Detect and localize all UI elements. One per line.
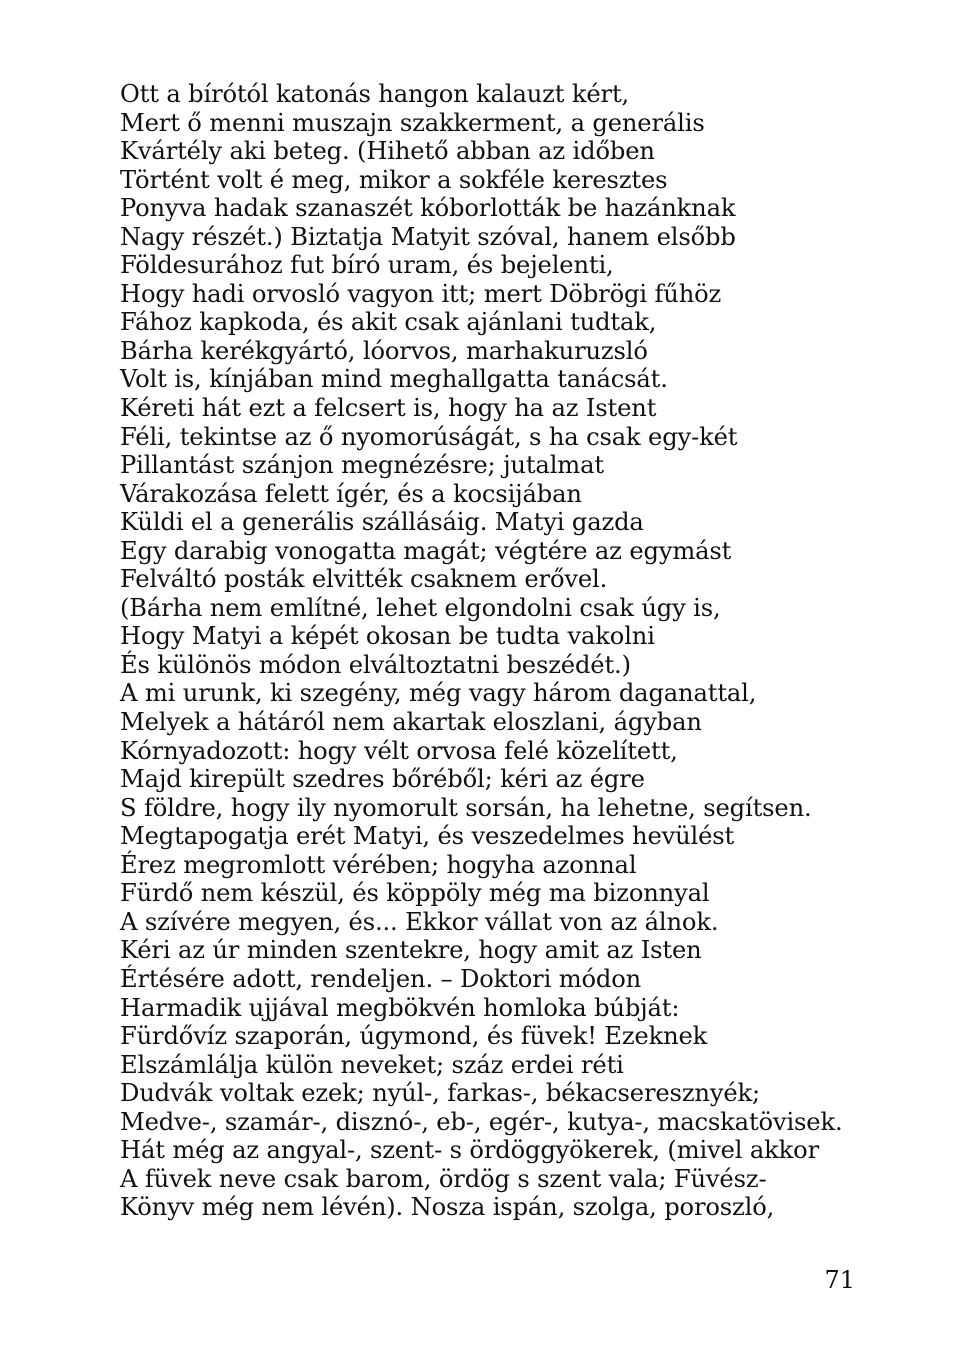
poem-line: S földre, hogy ily nyomorult sorsán, ha lehetne, segítsen. [120,793,812,822]
poem-line: Harmadik ujjával megbökvén homloka búbját: [120,993,680,1022]
poem-line: A mi urunk, ki szegény, még vagy három daganattal, [120,679,757,708]
poem-line: Küldi el a generális szállásáig. Matyi gazda [120,508,644,537]
poem-line: Hát még az angyal-, szent- s ördöggyökerek, (mivel akkor [120,1136,819,1165]
poem-line: Dudvák voltak ezek; nyúl-, farkas-, békacseresznyék; [120,1079,761,1108]
poem-line: (Bárha nem említné, lehet elgondolni csak úgy is, [120,593,721,622]
poem-line: Volt is, kínjában mind meghallgatta tanácsát. [120,365,668,394]
poem-line: Fához kapkoda, és akit csak ajánlani tudtak, [120,308,657,337]
poem-line: A füvek neve csak barom, ördög s szent vala; Füvész- [120,1164,767,1193]
poem-line: Könyv még nem lévén). Nosza ispán, szolga, poroszló, [120,1193,775,1222]
poem-text-block [120,80,843,1222]
poem-line: Földesurához fut bíró uram, és bejelenti, [120,251,614,280]
poem-line: Majd kirepült szedres bőréből; kéri az égre [120,765,645,794]
poem-line: Ott a bírótól katonás hangon kalauzt kért, [120,80,630,108]
poem-line: Várakozása felett ígér, és a kocsijában [120,479,582,508]
poem-line: Kéri az úr minden szentekre, hogy amit az Isten [120,936,702,965]
poem-line: Érez megromlott vérében; hogyha azonnal [120,850,637,879]
poem-line: Megtapogatja erét Matyi, és veszedelmes hevülést [120,822,735,851]
poem-line: Kéreti hát ezt a felcsert is, hogy ha az Istent [120,394,657,423]
poem-line: Pillantást szánjon megnézésre; jutalmat [120,451,604,480]
poem-line: A szívére megyen, és... Ekkor vállat von az álnok. [120,907,719,936]
poem-line: Féli, tekintse az ő nyomorúságát, s ha csak egy-két [120,422,738,451]
poem-line: Elszámlálja külön neveket; száz erdei réti [120,1050,624,1079]
page-number: 71 [824,1266,855,1294]
poem-line: Bárha kerékgyártó, lóorvos, marhakuruzsló [120,336,648,365]
poem-line: Fürdővíz szaporán, úgymond, és füvek! Ezeknek [120,1022,708,1051]
poem-line: Egy darabig vonogatta magát; végtére az egymást [120,536,732,565]
poem-line: Ponyva hadak szanaszét kóborlották be hazánknak [120,194,736,223]
poem-line: Medve-, szamár-, disznó-, eb-, egér-, kutya-, macskatövisek. [120,1107,843,1136]
poem-line: Kórnyadozott: hogy vélt orvosa felé közelített, [120,736,678,765]
poem-line: Kvártély aki beteg. (Hihető abban az időben [120,137,655,166]
poem-line: Történt volt é meg, mikor a sokféle keresztes [120,165,668,194]
poem-line: Nagy részét.) Biztatja Matyit szóval, hanem elsőbb [120,222,736,251]
poem-line: Felváltó posták elvitték csaknem erővel. [120,565,608,594]
poem-line: Hogy Matyi a képét okosan be tudta vakolni [120,622,655,651]
poem-line: És különös módon elváltoztatni beszédét.) [120,650,631,679]
poem-line: Fürdő nem készül, és köppöly még ma bizonnyal [120,879,710,908]
poem-line: Hogy hadi orvosló vagyon itt; mert Döbrögi fűhöz [120,279,722,308]
poem-line: Mert ő menni muszajn szakkerment, a generális [120,108,705,137]
poem-line: Melyek a hátáról nem akartak eloszlani, ágyban [120,708,702,737]
poem-line: Értésére adott, rendeljen. – Doktori módon [120,964,642,993]
